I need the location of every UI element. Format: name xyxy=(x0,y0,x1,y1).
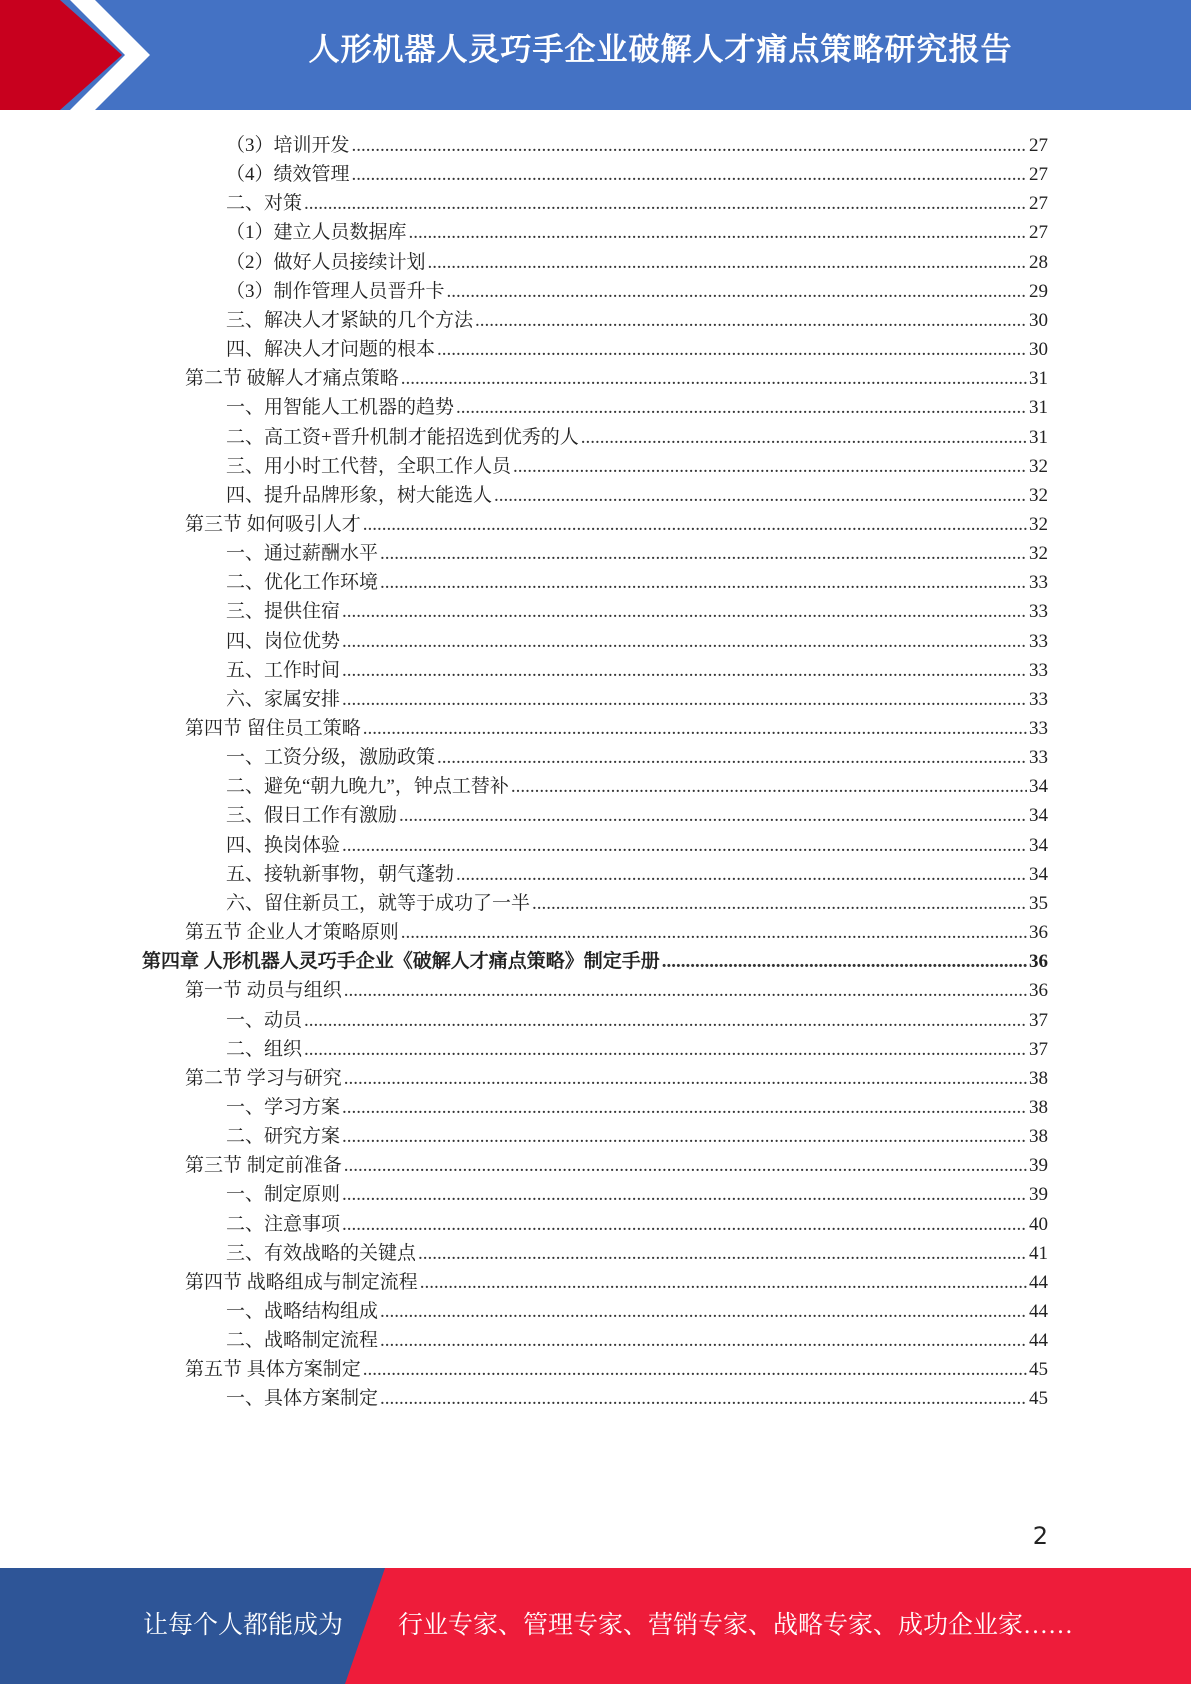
toc-entry-label: 四、解决人才问题的根本 xyxy=(226,339,436,361)
toc-leader-dots xyxy=(304,192,1027,216)
toc-entry-label: 四、提升品牌形象，树大能选人 xyxy=(226,484,493,506)
toc-entry-page: 34 xyxy=(1029,834,1048,856)
toc-entry[interactable] xyxy=(226,681,1048,712)
toc-leader-dots xyxy=(456,396,1027,420)
toc-entry[interactable] xyxy=(185,1147,1048,1178)
toc-leader-dots xyxy=(342,688,1027,712)
toc-entry-label: 二、注意事项 xyxy=(226,1213,341,1235)
toc-entry-page: 29 xyxy=(1029,280,1048,302)
toc-entry-label: 二、战略制定流程 xyxy=(226,1330,379,1352)
toc-entry-label: 四、岗位优势 xyxy=(226,630,341,652)
toc-entry-page: 41 xyxy=(1029,1242,1048,1264)
toc-leader-dots xyxy=(513,455,1027,479)
toc-entry-page: 34 xyxy=(1029,776,1048,798)
toc-entry[interactable] xyxy=(226,797,1048,828)
toc-entry-page: 31 xyxy=(1029,426,1048,448)
toc-entry-label: 一、动员 xyxy=(226,1009,303,1031)
toc-leader-dots xyxy=(344,1154,1027,1178)
toc-leader-dots xyxy=(304,1009,1027,1033)
toc-entry-page: 27 xyxy=(1029,222,1048,244)
toc-entry[interactable] xyxy=(185,1264,1048,1295)
toc-entry-page: 32 xyxy=(1029,484,1048,506)
chevron-arrow-icon xyxy=(0,0,150,110)
toc-entry-page: 32 xyxy=(1029,543,1048,565)
toc-entry[interactable] xyxy=(226,564,1048,595)
toc-entry-label: 一、制定原则 xyxy=(226,1184,341,1206)
toc-leader-dots xyxy=(401,367,1027,391)
toc-leader-dots xyxy=(418,1242,1027,1266)
toc-entry-page: 32 xyxy=(1029,455,1048,477)
toc-leader-dots xyxy=(420,1271,1027,1295)
toc-entry[interactable] xyxy=(185,360,1048,391)
toc-entry[interactable] xyxy=(226,1293,1048,1324)
toc-entry-page: 33 xyxy=(1029,659,1048,681)
toc-entry[interactable] xyxy=(226,768,1048,799)
toc-entry-label: 三、解决人才紧缺的几个方法 xyxy=(226,309,474,331)
toc-leader-dots xyxy=(475,309,1027,333)
toc-entry-label: 三、有效战略的关键点 xyxy=(226,1242,417,1264)
toc-entry-label: 一、通过薪酬水平 xyxy=(226,543,379,565)
toc-entry[interactable] xyxy=(185,710,1048,741)
toc-entry[interactable] xyxy=(226,127,1048,158)
toc-leader-dots xyxy=(581,426,1027,450)
page-footer xyxy=(0,1568,1191,1684)
toc-entry[interactable] xyxy=(226,1176,1048,1207)
toc-entry[interactable] xyxy=(226,1089,1048,1120)
toc-leader-dots xyxy=(342,1213,1027,1237)
toc-entry-label: 二、研究方案 xyxy=(226,1126,341,1148)
toc-entry[interactable] xyxy=(185,972,1048,1003)
toc-entry-label: 三、提供住宿 xyxy=(226,601,341,623)
toc-entry-page: 45 xyxy=(1029,1359,1048,1381)
toc-entry-page: 33 xyxy=(1029,630,1048,652)
page-number: 2 xyxy=(1032,1522,1048,1550)
toc-leader-dots xyxy=(532,892,1027,916)
toc-leader-dots xyxy=(363,513,1027,537)
toc-entry-page: 38 xyxy=(1029,1096,1048,1118)
toc-entry[interactable] xyxy=(226,1002,1048,1033)
toc-entry-label: 四、换岗体验 xyxy=(226,834,341,856)
toc-entry-page: 36 xyxy=(1029,922,1048,944)
toc-entry[interactable] xyxy=(226,302,1048,333)
toc-entry[interactable] xyxy=(226,156,1048,187)
toc-leader-dots xyxy=(494,484,1027,508)
toc-entry[interactable] xyxy=(226,273,1048,304)
toc-entry-page: 37 xyxy=(1029,1009,1048,1031)
toc-leader-dots xyxy=(344,979,1027,1003)
toc-entry-label: 五、接轨新事物，朝气蓬勃 xyxy=(226,863,455,885)
toc-entry-page: 32 xyxy=(1029,513,1048,535)
footer-slogan-right: 行业专家、管理专家、营销专家、战略专家、成功企业家…… xyxy=(398,1612,1074,1639)
toc-entry-page: 37 xyxy=(1029,1038,1048,1060)
toc-entry-label: （3）培训开发 xyxy=(226,135,350,156)
toc-leader-dots xyxy=(304,1038,1027,1062)
toc-entry[interactable] xyxy=(185,506,1048,537)
toc-entry-page: 33 xyxy=(1029,572,1048,594)
toc-entry-label: 第五节 企业人才策略原则 xyxy=(185,922,399,944)
toc-entry-page: 36 xyxy=(1029,980,1048,1002)
toc-entry[interactable] xyxy=(226,419,1048,450)
toc-leader-dots xyxy=(456,863,1027,887)
toc-leader-dots xyxy=(380,1300,1027,1324)
toc-leader-dots xyxy=(380,542,1027,566)
toc-leader-dots xyxy=(342,600,1027,624)
toc-entry-page: 28 xyxy=(1029,251,1048,273)
toc-entry-label: 二、高工资+晋升机制才能招选到优秀的人 xyxy=(226,426,579,448)
toc-entry[interactable] xyxy=(226,856,1048,887)
toc-entry[interactable] xyxy=(142,943,1048,974)
toc-entry-label: 一、具体方案制定 xyxy=(226,1388,379,1410)
toc-entry-page: 36 xyxy=(1029,951,1048,973)
toc-leader-dots xyxy=(409,221,1027,245)
toc-leader-dots xyxy=(380,1387,1027,1411)
toc-entry[interactable] xyxy=(226,214,1048,245)
toc-entry[interactable] xyxy=(226,623,1048,654)
toc-entry-page: 44 xyxy=(1029,1301,1048,1322)
toc-entry-label: 一、工资分级，激励政策 xyxy=(226,747,436,769)
toc-entry[interactable] xyxy=(226,448,1048,479)
toc-entry-label: 二、对策 xyxy=(226,193,303,215)
toc-entry[interactable] xyxy=(226,885,1048,916)
toc-leader-dots xyxy=(437,338,1027,362)
toc-entry[interactable] xyxy=(226,331,1048,362)
toc-entry-page: 33 xyxy=(1029,688,1048,710)
toc-leader-dots xyxy=(342,1183,1027,1207)
toc-entry-label: 六、留住新员工，就等于成功了一半 xyxy=(226,892,531,914)
toc-entry-label: 第三节 如何吸引人才 xyxy=(185,513,361,535)
toc-entry-page: 27 xyxy=(1029,193,1048,215)
toc-entry-page: 31 xyxy=(1029,368,1048,390)
toc-entry[interactable] xyxy=(226,1235,1048,1266)
toc-leader-dots xyxy=(342,1125,1027,1149)
toc-entry-label: 二、避免“朝九晚九”，钟点工替补 xyxy=(226,776,509,798)
toc-entry-label: 第二节 破解人才痛点策略 xyxy=(185,368,399,390)
toc-entry-label: 二、组织 xyxy=(226,1038,303,1060)
toc-entry-label: 第四节 战略组成与制定流程 xyxy=(185,1271,418,1293)
toc-entry-label: 六、家属安排 xyxy=(226,688,341,710)
toc-entry-label: 三、假日工作有激励 xyxy=(226,805,398,827)
toc-entry-label: 第四节 留住员工策略 xyxy=(185,718,361,739)
toc-entry-label: 一、学习方案 xyxy=(226,1096,341,1118)
page-header xyxy=(0,0,1191,110)
toc-entry-page: 38 xyxy=(1029,1126,1048,1148)
toc-entry-label: 第二节 学习与研究 xyxy=(185,1067,342,1089)
toc-leader-dots xyxy=(352,163,1027,187)
toc-leader-dots xyxy=(342,630,1027,654)
toc-entry[interactable] xyxy=(226,535,1048,566)
toc-leader-dots xyxy=(342,1096,1027,1120)
toc-leader-dots xyxy=(344,1067,1027,1091)
toc-entry-page: 39 xyxy=(1029,1155,1048,1177)
toc-leader-dots xyxy=(352,134,1027,158)
toc-entry-page: 35 xyxy=(1029,892,1048,914)
toc-entry-label: 五、工作时间 xyxy=(226,659,341,681)
toc-entry-label: 二、优化工作环境 xyxy=(226,572,379,594)
toc-entry-label: 第一节 动员与组织 xyxy=(185,980,342,1002)
toc-entry[interactable] xyxy=(226,389,1048,420)
toc-leader-dots xyxy=(342,834,1027,858)
toc-entry-label: 第四章 人形机器人灵巧手企业《破解人才痛点策略》制定手册 xyxy=(142,951,660,973)
toc-entry[interactable] xyxy=(226,1380,1048,1411)
toc-leader-dots xyxy=(363,717,1027,741)
toc-entry-label: （2）做好人员接续计划 xyxy=(226,251,426,273)
toc-entry-page: 27 xyxy=(1029,135,1048,156)
toc-leader-dots xyxy=(401,921,1027,945)
toc-entry[interactable] xyxy=(185,914,1048,945)
toc-leader-dots xyxy=(380,571,1027,595)
toc-entry[interactable] xyxy=(226,1031,1048,1062)
toc-entry-page: 30 xyxy=(1029,339,1048,361)
toc-leader-dots xyxy=(511,775,1027,799)
toc-entry-label: 三、用小时工代替，全职工作人员 xyxy=(226,455,512,477)
toc-entry[interactable] xyxy=(226,477,1048,508)
toc-entry[interactable] xyxy=(226,185,1048,216)
toc-leader-dots xyxy=(437,746,1027,770)
toc-entry-page: 34 xyxy=(1029,805,1048,827)
toc-entry-page: 39 xyxy=(1029,1184,1048,1206)
toc-leader-dots xyxy=(447,280,1027,304)
footer-slogan-left: 让每个人都能成为 xyxy=(143,1612,344,1639)
toc-leader-dots xyxy=(380,1329,1027,1353)
toc-entry-page: 34 xyxy=(1029,863,1048,885)
toc-entry-page: 33 xyxy=(1029,747,1048,769)
toc-entry-page: 38 xyxy=(1029,1067,1048,1089)
toc-entry-label: 第五节 具体方案制定 xyxy=(185,1359,361,1381)
toc-entry-page: 40 xyxy=(1029,1213,1048,1235)
toc-entry-page: 44 xyxy=(1029,1271,1048,1293)
toc-entry[interactable] xyxy=(226,652,1048,683)
toc-entry[interactable] xyxy=(226,1322,1048,1353)
toc-entry[interactable] xyxy=(226,593,1048,624)
toc-entry-label: （3）制作管理人员晋升卡 xyxy=(226,280,445,302)
toc-leader-dots xyxy=(399,804,1027,828)
toc-entry-page: 45 xyxy=(1029,1388,1048,1410)
toc-entry[interactable] xyxy=(226,1206,1048,1237)
toc-entry-label: （4）绩效管理 xyxy=(226,164,350,186)
toc-entry-label: 第三节 制定前准备 xyxy=(185,1155,342,1177)
toc-leader-dots xyxy=(662,950,1027,974)
toc-entry-page: 33 xyxy=(1029,718,1048,739)
toc-entry-page: 31 xyxy=(1029,397,1048,419)
toc-entry[interactable] xyxy=(226,739,1048,770)
toc-entry-page: 33 xyxy=(1029,601,1048,623)
toc-entry-page: 27 xyxy=(1029,164,1048,186)
toc-entry[interactable] xyxy=(185,1060,1048,1091)
toc-leader-dots xyxy=(363,1358,1027,1382)
toc-entry[interactable] xyxy=(226,827,1048,858)
toc-entry[interactable] xyxy=(226,244,1048,275)
toc-entry-page: 30 xyxy=(1029,309,1048,331)
toc-entry-label: 一、战略结构组成 xyxy=(226,1301,379,1322)
toc-entry[interactable] xyxy=(226,1118,1048,1149)
toc-leader-dots xyxy=(342,659,1027,683)
toc-entry-page: 44 xyxy=(1029,1330,1048,1352)
report-title: 人形机器人灵巧手企业破解人才痛点策略研究报告 xyxy=(308,32,1013,68)
toc-entry-label: （1）建立人员数据库 xyxy=(226,222,407,244)
toc-leader-dots xyxy=(428,251,1027,275)
toc-entry-label: 一、用智能人工机器的趋势 xyxy=(226,397,455,419)
toc-entry[interactable] xyxy=(185,1351,1048,1382)
